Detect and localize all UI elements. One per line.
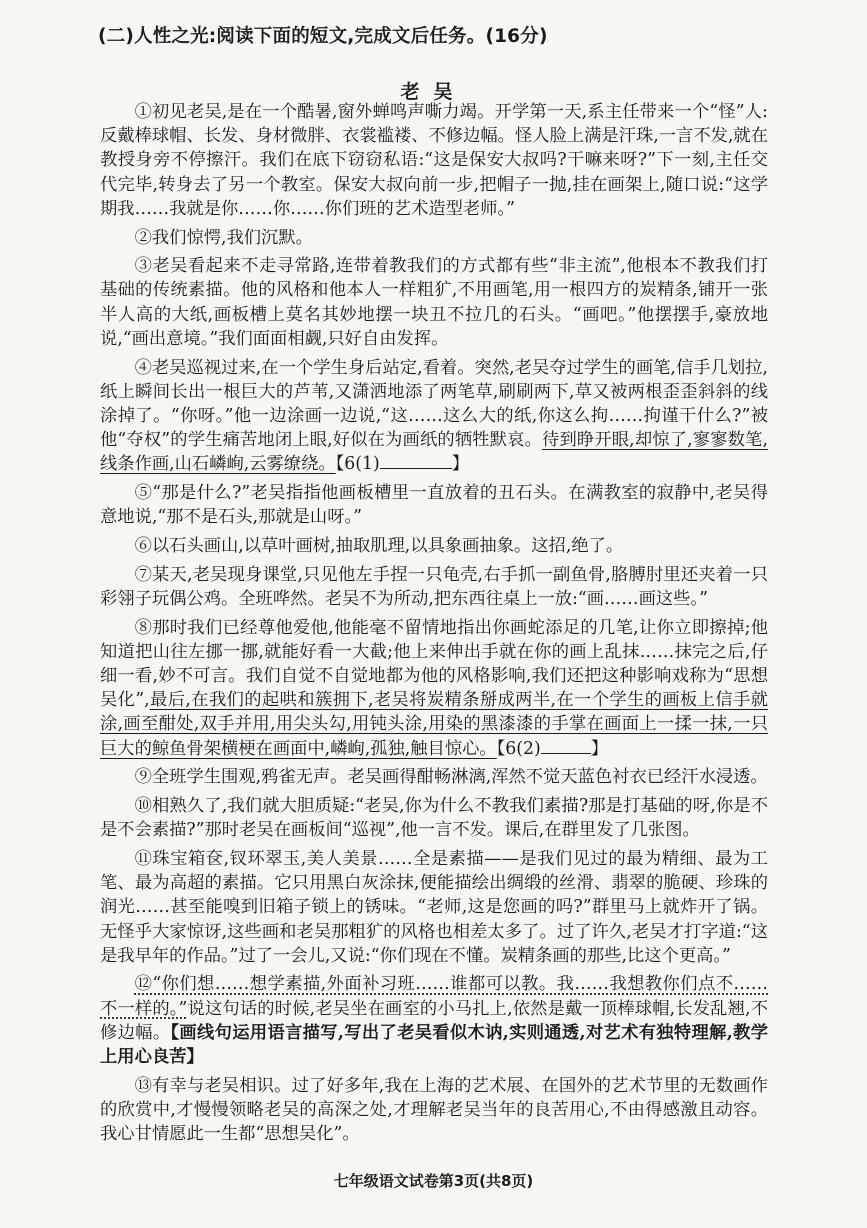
article-body [100,100,768,1151]
answer-blank-6-2[interactable] [541,739,591,754]
paragraph-4-text: ④老吴巡视过来,在一个学生身后站定,看着。突然,老吴夺过学生的画笔,信手几划拉,纸上瞬间长出一根巨大的芦苇,又潇洒地添了两笔草,刷刷两下,草又被两根歪歪斜斜的线涂掉了。“你呀。”他一边涂画一边说,“这……这么大的纸,你这么拘……拘谨干什么?”被他“夺权”的学生痛苦地闭上眼,好似在为画纸的牺牲默哀。 [100,357,768,451]
question-tag-6-1-close: 】 [451,454,470,475]
question-tag-6-2: 【6(2) [496,738,541,759]
paragraph-4 [100,356,768,477]
paragraph-10: ⑩相熟久了,我们就大胆质疑:“老吴,你为什么不教我们素描?那是打基础的呀,你是不是不会素描?”那时老吴在画板间“巡视”,他一言不发。课后,在群里发了几张图。 [100,795,768,841]
paragraph-5: ⑤“那是什么?”老吴指指他画板槽里一直放着的丑石头。在满教室的寂静中,老吴得意地说,“那不是石头,那就是山呀。” [100,483,768,528]
paragraph-13: ⑬有幸与老吴相识。过了好多年,我在上海的艺术展、在国外的艺术节里的无数画作的欣赏中,才慢慢领略老吴的高深之处,才理解老吴当年的良苦用心,不由得感激且动容。我心甘情愿此一生都“思想吴化”。 [100,1075,768,1145]
paragraph-11: ⑪珠宝箱奁,钗环翠玉,美人美景……全是素描——是我们见过的最为精细、最为工笔、最为高超的素描。它只用黑白灰涂抹,便能描绘出绸缎的丝滑、翡翠的脆硬、珍珠的润光……甚至能嗅到旧箱子锁上的锈味。“老师,这是您画的吗?”群里马上就炸开了锅。无怪乎大家惊讶,这些画和老吴那粗犷的风格也相差太多了。过了许久,老吴才打字道:“这是我早年的作品。”过了一会儿,又说:“你们现在不懂。炭精条画的那些,比这个更高。” [100,848,768,966]
article-title: 老吴 [400,81,467,103]
question-tag-6-1: 【6(1) [335,454,380,475]
paragraph-9: ⑨全班学生围观,鸦雀无声。老吴画得酣畅淋漓,浑然不觉天蓝色衬衣已经汗水浸透。 [134,767,768,788]
paragraph-7: ⑦某天,老吴现身课堂,只见他左手捏一只龟壳,右手抓一副鱼骨,胳膊肘里还夹着一只彩翎子玩偶公鸡。全班哗然。老吴不为所动,把东西往桌上一放:“画……画这些。” [100,564,768,609]
paragraph-8 [100,616,768,761]
paragraph-2: ②我们惊愕,我们沉默。 [134,227,313,248]
question-tag-6-2-close: 】 [590,738,609,759]
paragraph-8-text: ⑧那时我们已经尊他爱他,他能毫不留情地指出你画蛇添足的几笔,让你立即擦掉;他知道把山往左挪一挪,就能好看一大截;他上来伸出手就在你的画上乱抹……抹完之后,仔细一看,妙不可言。我们自觉不自觉地都为他的风格影响,我们还把这种影响戏称为“思想吴化”, [100,617,768,711]
dotted-underlined-sentence: ⑫“你们想……想学素描,外面补习班……谁都可以教。我……我想教你们点不……不一样的。” [100,974,768,1019]
paragraph-1: ①初见老吴,是在一个酷暑,窗外蝉鸣声嘶力竭。开学第一天,系主任带来一个“怪”人:反戴棒球帽、长发、身材微胖、衣裳褴褛、不修边幅。怪人脸上满是汗珠,一言不发,就在教授身旁不停擦汗。我们在底下窃窃私语:“这是保安大叔吗?干嘛来呀?”下一刻,主任交代完毕,转身去了另一个教室。保安大叔向前一步,把帽子一抛,挂在画架上,随口说:“这学期我……我就是你……你……你们班的艺术造型老师。” [100,102,768,219]
paragraph-3: ③老吴看起来不走寻常路,连带着教我们的方式都有些“非主流”,他根本不教我们打基础的传统素描。他的风格和他本人一样粗犷,不用画笔,用一根四方的炭精条,铺开一张半人高的大纸,画板槽上莫名其妙地摆一块丑不拉几的石头。“画吧。”他摆摆手,豪放地说,“画出意境。”我们面面相觑,只好自由发挥。 [100,256,768,349]
paragraph-12-text: 说这句话的时候,老吴坐在画室的小马扎上,依然是戴一顶棒球帽,长发乱翘,不修边幅。 [100,998,768,1043]
underlined-sentence-6-1: 待到睁开眼,却惊了,寥寥数笔,线条作画,山石嶙峋,云雾缭绕。 [100,430,768,475]
answer-blank-6-1[interactable] [380,454,452,469]
paragraph-6: ⑥以石头画山,以草叶画树,抽取肌理,以具象画抽象。这招,绝了。 [134,535,624,556]
annotation-note: 【画线句运用语言描写,写出了老吴看似木讷,实则通透,对艺术有独特理解,教学上用心良苦】 [100,1022,768,1068]
section-heading: (二)人性之光:阅读下面的短文,完成文后任务。(16分) [98,26,548,47]
underlined-sentence-6-2: 最后,在我们的起哄和簇拥下,老吴将炭精条掰成两半,在一个学生的画板上信手就涂,画至酣处,双手并用,用尖头勾,用钝头涂,用染的黑漆漆的手掌在画面上一揉一抹,一只巨大的鲸鱼骨架横梗在画面中,嶙峋,孤独,触目惊心。 [100,690,769,759]
paragraph-12 [100,972,768,1069]
page-footer: 七年级语文试卷第3页(共8页) [333,1172,534,1190]
